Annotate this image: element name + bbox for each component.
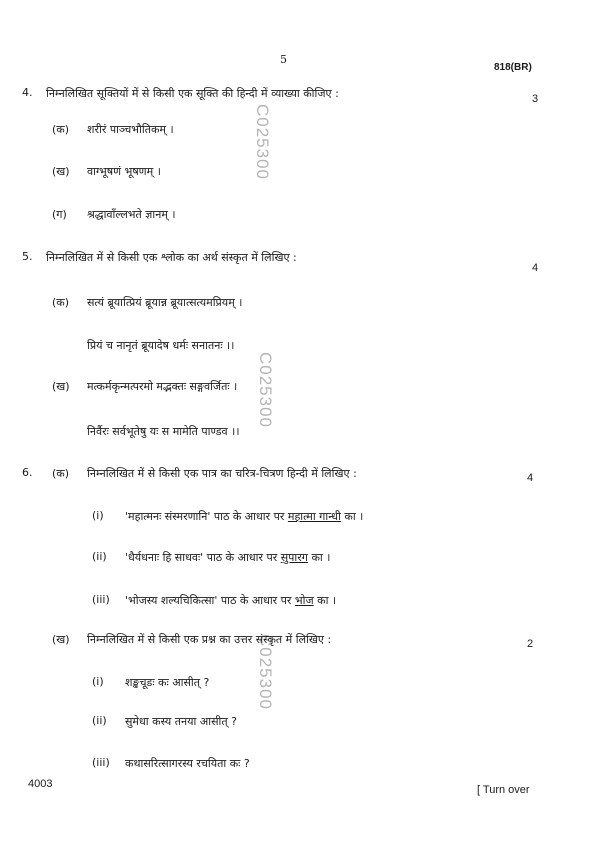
character-name: भोज	[294, 594, 314, 607]
q6b-marks: 2	[527, 638, 534, 650]
q4-marks: 3	[532, 93, 539, 105]
q5-marks: 4	[532, 262, 539, 274]
q4-option-text: श्रद्धावाँल्लभते ज्ञानम् ।	[87, 208, 176, 221]
footer-code: 4003	[28, 778, 53, 790]
q6b-item-number: (iii)	[92, 756, 110, 769]
q4-number: 4.	[22, 86, 33, 99]
q6-number: 6.	[22, 466, 33, 479]
q5-text: निम्नलिखित में से किसी एक श्लोक का अर्थ संस्कृत में लिखिए :	[46, 251, 297, 264]
q6a-item: 'धैर्यधनाः हि साधवः' पाठ के आधार पर सुपारग का ।	[125, 551, 331, 564]
q4-option-label: (ग)	[52, 208, 67, 221]
q6b-item-number: (ii)	[92, 714, 107, 727]
watermark-1: C025300	[253, 104, 272, 181]
q6b-label: (ख)	[52, 633, 70, 646]
q5-option-label: (ख)	[52, 380, 70, 393]
page-number: 5	[280, 53, 287, 66]
turn-over-note: [ Turn over	[477, 784, 530, 796]
q5-shloka-line: मत्कर्मकृन्मत्परमो मद्भक्तः सङ्गवर्जितः ।	[87, 380, 238, 393]
q6b-item-number: (i)	[92, 675, 104, 688]
q6a-marks: 4	[527, 472, 534, 484]
q6a-item: 'महात्मनः संस्मरणानि' पाठ के आधार पर महात्मा गान्धी का ।	[125, 510, 364, 523]
q6a-text: निम्नलिखित में से किसी एक पात्र का चरित्र-चित्रण हिन्दी में लिखिए :	[87, 467, 357, 480]
character-name: महात्मा गान्धी	[287, 510, 341, 523]
q5-shloka-line: सत्यं ब्रूयात्प्रियं ब्रूयान्न ब्रूयात्सत्यमप्रियम् ।	[87, 296, 243, 309]
watermark-3: C025300	[256, 634, 275, 711]
q6a-item-number: (i)	[92, 509, 104, 522]
q6a-item: 'भोजस्य शल्यचिकित्सा' पाठ के आधार पर भोज का ।	[125, 594, 337, 607]
character-name: सुपारग	[280, 551, 308, 564]
q5-number: 5.	[22, 250, 33, 263]
q6b-item: कथासरित्सागरस्य रचयिता कः ?	[125, 757, 250, 770]
q5-shloka-line: निर्वैरः सर्वभूतेषु यः स मामेति पाण्डव ।।	[87, 425, 240, 438]
q4-option-text: वाग्भूषणं भूषणम् ।	[87, 165, 161, 178]
paper-code: 818(BR)	[494, 62, 532, 73]
q6b-text: निम्नलिखित में से किसी एक प्रश्न का उत्तर संस्कृत में लिखिए :	[87, 633, 332, 646]
watermark-2: C025300	[256, 352, 275, 429]
q4-text: निम्नलिखित सूक्तियों में से किसी एक सूक्ति की हिन्दी में व्याख्या कीजिए :	[46, 87, 339, 100]
q6b-item: शङ्खचूडः कः आसीत् ?	[125, 676, 210, 689]
q6a-item-number: (ii)	[92, 550, 107, 563]
q6a-label: (क)	[52, 467, 70, 480]
q5-shloka-line: प्रियं च नानृतं ब्रूयादेष धर्मः सनातनः ।।	[87, 339, 235, 352]
q4-option-text: शरीरं पाञ्चभौतिकम् ।	[87, 123, 174, 136]
q4-option-label: (क)	[52, 123, 70, 136]
q4-option-label: (ख)	[52, 165, 70, 178]
q5-option-label: (क)	[52, 296, 70, 309]
q6b-item: सुमेधा कस्य तनया आसीत् ?	[125, 715, 237, 728]
q6a-item-number: (iii)	[92, 593, 110, 606]
